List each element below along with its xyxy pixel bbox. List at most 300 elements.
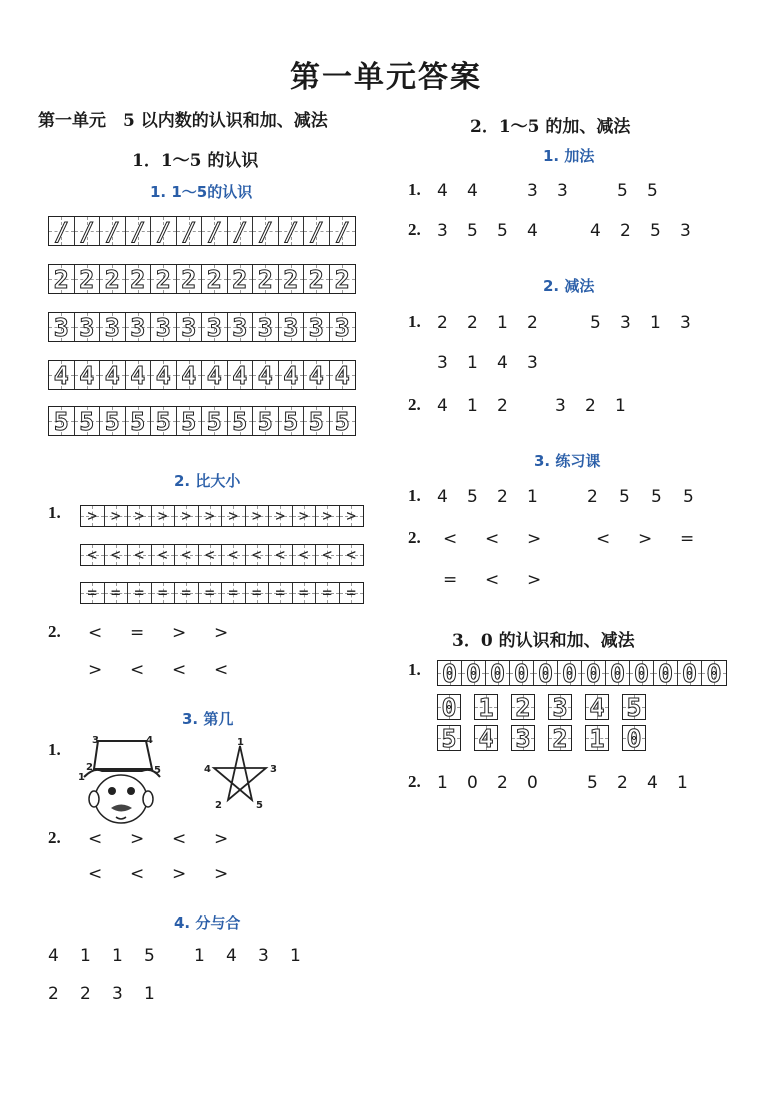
grid-cell <box>126 217 152 245</box>
grid-character: > <box>157 506 168 525</box>
answer-value: 3 <box>555 396 566 416</box>
grid-character: < <box>322 545 333 564</box>
grid-character: 2 <box>552 726 568 750</box>
grid-cell <box>177 217 203 245</box>
grid-character: = <box>204 583 215 602</box>
grid-cell <box>128 583 152 603</box>
answer-value: 5 <box>619 487 630 507</box>
answer-value: < <box>130 864 145 884</box>
section-compare-heading: 2. 比大小 <box>174 472 241 490</box>
grid-cell <box>246 583 270 603</box>
question-number: 1. <box>408 180 421 199</box>
grid-character: 0 <box>537 661 554 685</box>
grid-character: / <box>53 217 69 245</box>
answer-value: > <box>527 570 542 590</box>
grid-character: 4 <box>79 361 95 389</box>
answer-value: > <box>638 529 653 549</box>
grid-cell <box>253 217 279 245</box>
answer-value: 2 <box>437 313 448 333</box>
writing-grid-row <box>48 406 356 436</box>
grid-cell <box>152 545 176 565</box>
answer-value: < <box>88 623 103 643</box>
answer-value: 3 <box>557 181 568 201</box>
grid-character: = <box>251 583 262 602</box>
grid-cell <box>316 545 340 565</box>
grid-character: 5 <box>257 407 273 435</box>
writing-grid-row <box>585 725 609 751</box>
grid-character: / <box>257 217 273 245</box>
grid-cell <box>549 726 571 750</box>
grid-cell <box>175 506 199 526</box>
writing-grid-row <box>548 694 572 720</box>
answer-value: 5 <box>647 181 658 201</box>
grid-cell <box>81 583 105 603</box>
grid-cell <box>105 545 129 565</box>
grid-cell <box>151 217 177 245</box>
answer-line <box>88 660 256 680</box>
answer-value: 2 <box>80 984 91 1004</box>
grid-cell <box>279 265 305 293</box>
grid-character: < <box>275 545 286 564</box>
grid-character: = <box>228 583 239 602</box>
answer-value: 3 <box>680 313 691 333</box>
grid-cell <box>199 506 223 526</box>
grid-character: 5 <box>283 407 299 435</box>
grid-cell <box>438 661 462 685</box>
grid-cell <box>75 313 101 341</box>
grid-cell <box>228 407 254 435</box>
grid-cell <box>654 661 678 685</box>
grid-character: 0 <box>626 726 642 750</box>
grid-character: 2 <box>181 265 197 293</box>
grid-character: < <box>157 545 168 564</box>
answer-value: < <box>130 660 145 680</box>
answer-value: > <box>214 829 229 849</box>
grid-cell <box>128 506 152 526</box>
grid-character: = <box>134 583 145 602</box>
writing-grid-row <box>511 725 535 751</box>
answer-value: < <box>214 660 229 680</box>
grid-cell <box>549 695 571 719</box>
grid-cell <box>512 726 534 750</box>
grid-character: 5 <box>155 407 171 435</box>
hat-label-2: 2 <box>86 762 93 773</box>
answer-value: = <box>680 529 695 549</box>
answer-line <box>555 396 645 416</box>
grid-cell <box>151 407 177 435</box>
grid-character: = <box>275 583 286 602</box>
grid-character: > <box>346 506 357 525</box>
grid-character: 2 <box>155 265 171 293</box>
writing-grid-row <box>437 660 727 686</box>
grid-character: 2 <box>257 265 273 293</box>
grid-cell <box>49 407 75 435</box>
answer-value: 1 <box>194 946 205 966</box>
grid-character: 3 <box>181 313 197 341</box>
grid-character: 5 <box>308 407 324 435</box>
writing-grid-row <box>80 582 364 604</box>
grid-cell <box>269 506 293 526</box>
grid-character: = <box>157 583 168 602</box>
grid-cell <box>151 313 177 341</box>
answer-value: > <box>88 660 103 680</box>
grid-cell <box>202 361 228 389</box>
grid-cell <box>475 726 497 750</box>
grid-cell <box>623 695 645 719</box>
star-label-3: 3 <box>270 764 277 775</box>
question-number: 1. <box>408 486 421 505</box>
grid-character: < <box>204 545 215 564</box>
grid-cell <box>222 506 246 526</box>
answer-line <box>443 570 569 590</box>
grid-character: 3 <box>79 313 95 341</box>
star-shape <box>214 746 266 800</box>
grid-cell <box>512 695 534 719</box>
grid-character: 5 <box>104 407 120 435</box>
grid-character: 3 <box>308 313 324 341</box>
answer-value: 1 <box>290 946 301 966</box>
answer-value: 1 <box>467 353 478 373</box>
grid-character: 0 <box>441 661 458 685</box>
star-label-4: 4 <box>204 764 211 775</box>
answer-line <box>88 623 256 643</box>
answer-value: < <box>596 529 611 549</box>
grid-cell <box>630 661 654 685</box>
section-subtract-heading: 2. 减法 <box>543 277 595 295</box>
grid-cell <box>279 361 305 389</box>
grid-cell <box>81 545 105 565</box>
grid-cell <box>126 361 152 389</box>
grid-character: 0 <box>633 661 650 685</box>
grid-cell <box>340 545 364 565</box>
grid-cell <box>558 661 582 685</box>
grid-cell <box>175 545 199 565</box>
question-number: 1. <box>48 740 61 759</box>
grid-cell <box>330 217 356 245</box>
grid-cell <box>75 361 101 389</box>
grid-character: < <box>346 545 357 564</box>
grid-cell <box>678 661 702 685</box>
grid-cell <box>75 217 101 245</box>
answer-value: 5 <box>650 221 661 241</box>
lesson-1-heading: 1．1～5 的认识 <box>132 151 259 171</box>
grid-cell <box>279 407 305 435</box>
answer-value: 2 <box>497 773 508 793</box>
grid-character: < <box>110 545 121 564</box>
answer-value: 4 <box>48 946 59 966</box>
grid-cell <box>202 217 228 245</box>
grid-character: / <box>130 217 146 245</box>
grid-cell <box>316 506 340 526</box>
grid-character: 5 <box>181 407 197 435</box>
grid-cell <box>269 545 293 565</box>
answer-value: 1 <box>467 396 478 416</box>
grid-cell <box>330 361 356 389</box>
grid-cell <box>269 583 293 603</box>
writing-grid-row <box>474 694 498 720</box>
answer-value: 1 <box>527 487 538 507</box>
answer-value: 5 <box>651 487 662 507</box>
answer-line <box>587 773 707 793</box>
section-order-heading: 3. 第几 <box>182 710 234 728</box>
grid-cell <box>177 407 203 435</box>
grid-cell <box>253 265 279 293</box>
grid-character: 4 <box>53 361 69 389</box>
grid-cell <box>100 313 126 341</box>
grid-cell <box>105 583 129 603</box>
grid-cell <box>126 313 152 341</box>
answer-value: 4 <box>437 487 448 507</box>
grid-cell <box>175 583 199 603</box>
answer-value: 3 <box>680 221 691 241</box>
grid-character: 1 <box>478 695 494 719</box>
answer-value: 2 <box>617 773 628 793</box>
grid-character: > <box>275 506 286 525</box>
grid-character: 3 <box>130 313 146 341</box>
grid-character: 2 <box>283 265 299 293</box>
grid-cell <box>253 407 279 435</box>
grid-character: = <box>87 583 98 602</box>
grid-cell <box>486 661 510 685</box>
grid-cell <box>100 265 126 293</box>
grid-cell <box>81 506 105 526</box>
grid-character: 5 <box>79 407 95 435</box>
grid-character: 4 <box>130 361 146 389</box>
answer-line <box>437 353 557 373</box>
grid-character: 4 <box>589 695 605 719</box>
answer-value: = <box>130 623 145 643</box>
grid-character: 3 <box>53 313 69 341</box>
section-add-heading: 1. 加法 <box>543 147 595 165</box>
grid-character: 4 <box>334 361 350 389</box>
grid-character: = <box>322 583 333 602</box>
answer-value: 0 <box>527 773 538 793</box>
grid-character: 2 <box>206 265 222 293</box>
writing-grid-row <box>511 694 535 720</box>
answer-line <box>587 487 715 507</box>
grid-character: 2 <box>53 265 69 293</box>
grid-character: 0 <box>561 661 578 685</box>
grid-character: 5 <box>232 407 248 435</box>
grid-character: 1 <box>589 726 605 750</box>
grid-cell <box>510 661 534 685</box>
answer-value: < <box>485 529 500 549</box>
grid-cell <box>105 506 129 526</box>
grid-cell <box>304 265 330 293</box>
grid-character: / <box>308 217 324 245</box>
question-number: 1. <box>408 660 421 679</box>
answer-value: 3 <box>112 984 123 1004</box>
grid-character: 4 <box>206 361 222 389</box>
grid-character: 0 <box>609 661 626 685</box>
grid-cell <box>199 583 223 603</box>
grid-character: 5 <box>441 726 457 750</box>
answer-line <box>590 221 710 241</box>
grid-character: 4 <box>308 361 324 389</box>
answer-value: 4 <box>437 396 448 416</box>
grid-character: < <box>134 545 145 564</box>
grid-cell <box>702 661 726 685</box>
grid-character: 5 <box>130 407 146 435</box>
chapter-heading: 第一单元 5 以内数的认识和加、减法 <box>38 111 328 131</box>
hat-label-1: 1 <box>78 772 85 783</box>
answer-value: 3 <box>258 946 269 966</box>
grid-character: 0 <box>585 661 602 685</box>
answer-line <box>437 313 557 333</box>
grid-character: > <box>87 506 98 525</box>
answer-value: 2 <box>497 396 508 416</box>
grid-character: 0 <box>513 661 530 685</box>
answer-value: 1 <box>650 313 661 333</box>
grid-cell <box>126 407 152 435</box>
grid-character: < <box>298 545 309 564</box>
answer-value: 4 <box>467 181 478 201</box>
answer-value: 4 <box>590 221 601 241</box>
grid-character: 0 <box>706 661 722 685</box>
grid-character: > <box>322 506 333 525</box>
star-figure <box>200 738 280 813</box>
writing-grid-row <box>437 694 461 720</box>
answer-value: 1 <box>615 396 626 416</box>
grid-character: < <box>228 545 239 564</box>
answer-value: 5 <box>617 181 628 201</box>
grid-cell <box>75 407 101 435</box>
grid-cell <box>228 361 254 389</box>
grid-cell <box>293 583 317 603</box>
answer-line <box>437 221 557 241</box>
answer-value: 5 <box>590 313 601 333</box>
answer-value: 3 <box>527 353 538 373</box>
question-number: 2. <box>48 828 61 847</box>
grid-cell <box>49 265 75 293</box>
grid-cell <box>75 265 101 293</box>
grid-cell <box>316 583 340 603</box>
grid-character: > <box>110 506 121 525</box>
writing-grid-row <box>80 544 364 566</box>
grid-cell <box>151 361 177 389</box>
star-label-2: 2 <box>215 800 222 811</box>
grid-cell <box>126 265 152 293</box>
grid-cell <box>438 695 460 719</box>
answer-value: 5 <box>467 487 478 507</box>
answer-value: < <box>443 529 458 549</box>
grid-cell <box>304 313 330 341</box>
answer-value: 3 <box>437 353 448 373</box>
answer-value: = <box>443 570 458 590</box>
hat-face-figure <box>76 733 166 828</box>
grid-cell <box>199 545 223 565</box>
section-recognize-heading: 1. 1～5的认识 <box>150 183 253 201</box>
answer-line <box>194 946 322 966</box>
grid-character: 2 <box>79 265 95 293</box>
answer-value: 5 <box>467 221 478 241</box>
grid-character: 0 <box>681 661 698 685</box>
writing-grid-row <box>48 264 356 294</box>
grid-cell <box>330 407 356 435</box>
grid-cell <box>202 265 228 293</box>
star-label-5: 5 <box>256 800 263 811</box>
grid-character: > <box>181 506 192 525</box>
grid-cell <box>222 583 246 603</box>
answer-value: < <box>172 829 187 849</box>
grid-character: 5 <box>206 407 222 435</box>
answer-value: 4 <box>527 221 538 241</box>
grid-character: / <box>334 217 350 245</box>
grid-cell <box>228 313 254 341</box>
grid-character: 5 <box>53 407 69 435</box>
answer-value: 1 <box>80 946 91 966</box>
section-practice-heading: 3. 练习课 <box>534 452 601 470</box>
grid-cell <box>623 726 645 750</box>
writing-grid-row <box>585 694 609 720</box>
grid-cell <box>49 217 75 245</box>
question-number: 2. <box>408 528 421 547</box>
grid-cell <box>100 217 126 245</box>
writing-grid-row <box>437 725 461 751</box>
answer-value: < <box>485 570 500 590</box>
grid-character: < <box>251 545 262 564</box>
answer-value: > <box>527 529 542 549</box>
grid-cell <box>279 313 305 341</box>
grid-character: < <box>181 545 192 564</box>
hat-label-3: 3 <box>92 735 99 746</box>
grid-cell <box>100 361 126 389</box>
writing-grid-row <box>80 505 364 527</box>
answer-value: 4 <box>497 353 508 373</box>
answer-value: 5 <box>497 221 508 241</box>
hat-label-5: 5 <box>154 765 161 776</box>
grid-character: 2 <box>308 265 324 293</box>
answer-value: 4 <box>437 181 448 201</box>
answer-value: 2 <box>587 487 598 507</box>
grid-character: > <box>228 506 239 525</box>
grid-character: 3 <box>283 313 299 341</box>
grid-cell <box>49 361 75 389</box>
answer-value: 3 <box>620 313 631 333</box>
grid-character: 4 <box>155 361 171 389</box>
hat-shape <box>94 741 152 769</box>
grid-cell <box>438 726 460 750</box>
lesson-2-heading: 2．1～5 的加、减法 <box>470 117 631 137</box>
answer-line <box>88 864 256 884</box>
grid-cell <box>128 545 152 565</box>
grid-character: 3 <box>232 313 248 341</box>
answer-value: < <box>88 864 103 884</box>
grid-cell <box>340 583 364 603</box>
answer-value: 1 <box>112 946 123 966</box>
grid-cell <box>202 407 228 435</box>
grid-cell <box>177 265 203 293</box>
grid-character: 3 <box>155 313 171 341</box>
answer-value: 1 <box>497 313 508 333</box>
grid-character: 5 <box>626 695 642 719</box>
grid-character: > <box>204 506 215 525</box>
question-number: 1. <box>408 312 421 331</box>
writing-grid-row <box>548 725 572 751</box>
grid-character: > <box>298 506 309 525</box>
grid-character: = <box>346 583 357 602</box>
grid-character: 3 <box>334 313 350 341</box>
grid-character: 5 <box>334 407 350 435</box>
grid-cell <box>253 361 279 389</box>
answer-value: 2 <box>527 313 538 333</box>
answer-value: 4 <box>226 946 237 966</box>
grid-cell <box>228 265 254 293</box>
answer-value: 0 <box>467 773 478 793</box>
grid-character: = <box>298 583 309 602</box>
grid-character: 4 <box>181 361 197 389</box>
grid-cell <box>534 661 558 685</box>
